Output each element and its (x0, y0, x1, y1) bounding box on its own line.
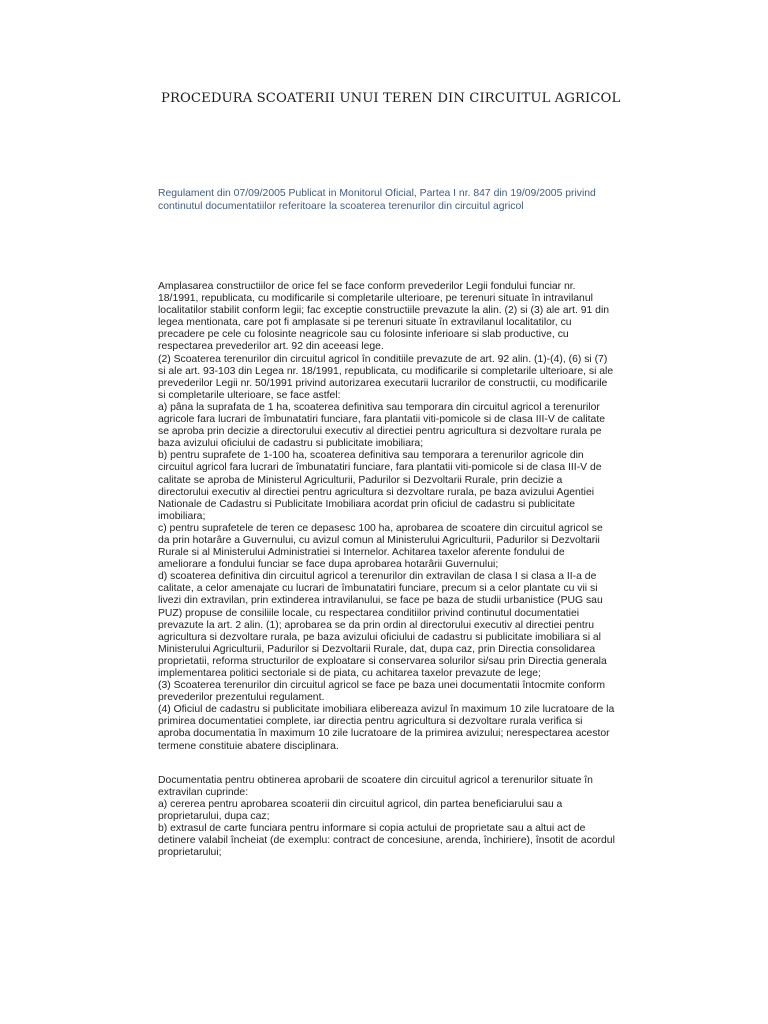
body-text-line: implementarea politici sectoriale si de piata, cu achitarea taxelor prevazute de lege; (158, 668, 541, 679)
body-text-line: si completarile ulterioare, se face astfel: (158, 389, 341, 401)
body-text-line: Documentatia pentru obtinerea aprobarii de scoatere din circuitul agricol a terenurilor situate în (158, 774, 593, 786)
body-text-line: a) pâna la suprafata de 1 ha, scoaterea definitiva sau temporara din circuitul agricol a terenurilor (158, 401, 600, 413)
regulation-reference-line: continutul documentatiilor referitoare la scoaterea terenurilor din circuitul agricol (158, 201, 524, 212)
body-text-line: d) scoaterea definitiva din circuitul agricol a terenurilor din extravilan de clasa I si clasa a II-a de (158, 571, 597, 583)
body-text-line: 18/1991, republicata, cu modificarile si completarile ulterioare, pe terenuri situate în intravilanul (158, 293, 593, 305)
body-text-line: proprietatii, reforma structurilor de exploatare si conservarea solurilor si/sau prin Directia generala (158, 655, 607, 667)
body-text-line: ameliorare a fondului funciar se face dupa aprobarea hotarârii Guvernului; (158, 559, 499, 571)
body-text-line: c) pentru suprafetele de teren ce depasesc 100 ha, aprobarea de scoatere din circuitul agricol se (158, 522, 603, 534)
body-text-line: a) cererea pentru aprobarea scoaterii din circuitul agricol, din partea beneficiarului sau a (158, 798, 563, 810)
body-text-line: agricultura si dezvoltare rurala, pe baza avizului oficiului de cadastru si publicitate imobiliara si al (158, 631, 601, 643)
body-text-line: primirea documentatiei complete, iar directia pentru agricultura si dezvoltare rurala verifica si (158, 716, 583, 728)
body-text-line: livezi din extravilan, prin extinderea intravilanului, se face pe baza de studii urbanistice (PUG sau (158, 595, 603, 607)
body-text-line: circuitul agricol fara lucrari de îmbunatatiri funciare, fara plantatii viti-pomicole si de clasa III-V de (158, 462, 602, 474)
body-text-line: (4) Oficiul de cadastru si publicitate imobiliara elibereaza avizul în maximum 10 zile lucratoare de la (158, 704, 615, 716)
body-text-line: si ale art. 93-103 din Legea nr. 18/1991, republicata, cu modificarile si completarile ulterioare, si ale (158, 365, 614, 377)
body-text-line: precadere pe cele cu folosinte neagricole sau cu folosinte inferioare si slab productive, cu (158, 329, 569, 341)
body-text-line: (3) Scoaterea terenurilor din circuitul agricol se face pe baza unei documentatii întocmite conform (158, 680, 606, 692)
body-text-line: PUZ) propuse de consiliile locale, cu respectarea conditiilor privind continutul documentatiei (158, 607, 580, 619)
body-text-line: prevederilor Legii nr. 50/1991 privind autorizarea executarii lucrarilor de constructii, cu modificarile (158, 377, 608, 389)
body-text-line: Nationale de Cadastru si Publicitate Imobiliara acordat prin oficiul de cadastru si publicitate (158, 498, 576, 510)
body-text-line: prevazute la art. 2 alin. (1); aprobarea se da prin ordin al directorului executiv al directiei pentru (158, 619, 595, 631)
body-text-line: agricole fara lucrari de îmbunatatiri funciare, fara plantatii viti-pomicole si de clasa III-V de calitate (158, 414, 606, 426)
regulation-reference-line: Regulament din 07/09/2005 Publicat in Monitorul Oficial, Partea I nr. 847 din 19/09/2005 privind (158, 188, 596, 199)
body-text-line: prevederilor prezentului regulament. (158, 692, 325, 704)
body-section-1 (158, 281, 718, 753)
body-text-line: directorului executiv al directiei pentru agricultura si dezvoltare rurala, pe baza avizului Agentiei (158, 486, 595, 498)
body-text-line: se aproba prin decizie a directorului executiv al directiei pentru agricultura si dezvoltare rurala pe (158, 426, 602, 438)
body-text-line: Ministerului Agriculturii, Padurilor si Dezvoltarii Rurale, dat, dupa caz, prin Directia consolidarea (158, 643, 596, 655)
body-text-line: calitate, a celor amenajate cu lucrari de îmbunatatiri funciare, precum si a celor plantate cu vii si (158, 583, 598, 595)
body-text-line: Amplasarea constructiilor de orice fel se face conform prevederilor Legii fondului funciar nr. (158, 281, 576, 292)
body-text-line: da prin hotarâre a Guvernului, cu avizul comun al Ministerului Agriculturii, Padurilor si Dezvoltarii (158, 534, 600, 546)
body-text-line: termene constituie abatere disciplinara. (158, 740, 339, 752)
body-text-line: localitatilor stabilit conform legii; fac exceptie constructiile prevazute la alin. (2) si (3) ale art. 91 din (158, 305, 610, 317)
body-text-line: (2) Scoaterea terenurilor din circuitul agricol în conditiile prevazute de art. 92 alin. (1)-(4), (6) si (7) (158, 353, 608, 365)
body-text-line: respectarea prevederilor art. 92 din aceeasi lege. (158, 341, 384, 353)
paragraph-gap (158, 753, 718, 775)
body-text-line: detinere valabil încheiat (de exemplu: contract de concesiune, arenda, închiriere), însotit de acordul (158, 835, 615, 847)
body-text-line: baza avizului oficiului de cadastru si publicitate imobiliara; (158, 438, 424, 450)
body-text-line: proprietarului; (158, 847, 222, 859)
body-text-line: aproba documentatia în maximum 10 zile lucratoare de la primirea avizului; nerespectarea acestor (158, 728, 610, 740)
body-section-2 (158, 775, 718, 860)
body-text-line: calitate se aproba de Ministerul Agriculturii, Padurilor si Dezvoltarii Rurale, prin decizie a (158, 474, 563, 486)
body-text-line: b) extrasul de carte funciara pentru informare si copia actului de proprietate sau a altui act de (158, 823, 586, 835)
regulation-reference (158, 187, 718, 213)
body-text-line: extravilan cuprinde: (158, 786, 249, 798)
body-text-line: Rurale si al Ministerului Administratiei si Internelor. Achitarea taxelor aferente fondului de (158, 547, 565, 559)
body-text-line: b) pentru suprafete de 1-100 ha, scoaterea definitiva sau temporara a terenurilor agricole din (158, 450, 584, 462)
document-title: PROCEDURA SCOATERII UNUI TEREN DIN CIRCUITUL AGRICOL (161, 91, 621, 106)
body-text-line: imobiliara; (158, 510, 206, 522)
document-body (158, 281, 718, 859)
body-text-line: proprietarului, dupa caz; (158, 810, 270, 822)
body-text-line: legea mentionata, care pot fi amplasate si pe terenuri situate în extravilanul localitatilor, cu (158, 317, 572, 329)
